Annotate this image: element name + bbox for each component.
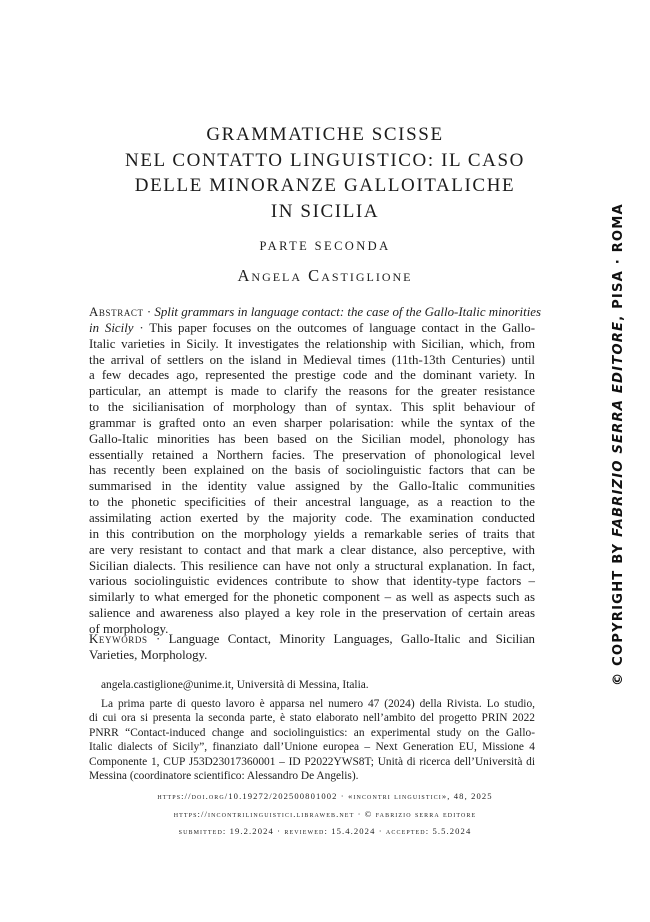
- abstract-separator: ·: [143, 305, 155, 319]
- abstract-label: Abstract: [89, 305, 144, 319]
- abstract-line: in this contribution on the morphology yields a remarkable series of traits that: [89, 526, 535, 541]
- abstract-line: to the sicilianisation of morphology than of syntax. This split behaviour of: [89, 400, 535, 415]
- abstract-english-title-end: in Sicily: [89, 320, 134, 335]
- keywords: [89, 632, 535, 664]
- abstract-line: Gallo-Italic minorities has been based on the Sicilian model, phonology has: [89, 431, 535, 446]
- abstract-line: are very resistant to contact and that mark a clear distance, also perceptive, with: [89, 542, 535, 557]
- abstract-line: has recently been explained on the basis of sociolinguistic factors that can be: [89, 463, 535, 478]
- footnote-line: Messina (coordinatore scientifico: Alessandro De Angelis).: [89, 770, 359, 783]
- keywords-text: Language Contact, Minority Languages, Gallo-Italic and Sicilian: [168, 632, 535, 646]
- keywords-line: Varieties, Morphology.: [89, 647, 208, 662]
- author-name: Angela Castiglione: [237, 266, 413, 285]
- abstract-line: of morphology.: [89, 621, 169, 636]
- abstract-english-title: Split grammars in language contact: the case of the Gallo-Italic minorities: [154, 305, 542, 319]
- abstract-line: essentially retained a Northern facies. The preservation of phonological level: [89, 447, 535, 462]
- copyright-notice: [611, 203, 626, 686]
- copyright-suffix: , PISA · ROMA: [611, 203, 626, 321]
- author-affiliation: angela.castiglione@unime.it, Università di Messina, Italia.: [101, 679, 369, 691]
- abstract-line: assimilating action exerted by the majority code. The examination conducted: [89, 510, 535, 525]
- footnote-line: Italic dialects of Sicily”, finanziato dall’Unione europea – Next Generation EU, Missione 4: [89, 741, 535, 754]
- abstract-line: grammar is grafted onto an even sharper polarisation: while the syntax of the: [89, 415, 535, 430]
- title-line: NEL CONTATTO LINGUISTICO: IL CASO: [125, 149, 525, 171]
- title-line: DELLE MINORANZE GALLOITALICHE: [134, 175, 516, 196]
- copyright-publisher: FABRIZIO SERRA EDITORE: [611, 320, 626, 537]
- footnote-line: La prima parte di questo lavoro è apparsa nel numero 47 (2024) della Rivista. Lo studio,: [101, 698, 535, 710]
- submission-dates-line: submitted: 19.2.2024 · reviewed: 15.4.2024 · accepted: 5.5.2024: [178, 826, 472, 836]
- copyright-prefix: © COPYRIGHT BY: [611, 536, 626, 686]
- abstract-line: similarly to what emerged for the phonetic component – as well as aspects such as: [89, 590, 535, 605]
- abstract-line: particular, an attempt is made to clarify the reasons for the greater resistance: [89, 384, 535, 399]
- footnote-line: PNRR “Contact-induced change and sociolinguistics: an experimental study on the Gallo-: [89, 726, 535, 739]
- abstract-line: a few decades ago, represented the prestige code and the dominant variety. In: [89, 368, 535, 383]
- abstract-line: Italic varieties in Sicily. It investigates the relationship with Sicilian, which, from: [89, 336, 535, 351]
- abstract-line: Sicilian dialects. This resilience can have not only a structural explanation. In fact,: [89, 558, 535, 573]
- abstract-text: · This paper focuses on the outcomes of language contact in the Gallo-: [133, 320, 536, 335]
- abstract-line: [89, 321, 535, 337]
- footnote-line: Componente 1, CUP J53D23017360001 – ID P2022YWS8T; Unità di ricerca dell’Università di: [89, 755, 535, 768]
- footnote-line: di cui ora si presenta la seconda parte, è stato elaborato nell’ambito del progetto PRIN 2022: [89, 712, 535, 725]
- journal-url-line: https://incontrilinguistici.libraweb.net · © fabrizio serra editore: [173, 809, 477, 819]
- keywords-label: Keywords: [89, 632, 148, 646]
- abstract-line: the arrival of settlers on the island in Medieval times (11th-13th Centuries) until: [89, 352, 535, 367]
- abstract-line: [89, 305, 542, 321]
- footnote: [89, 697, 535, 783]
- title-line: IN SICILIA: [270, 200, 380, 222]
- article-title: [0, 122, 650, 224]
- keywords-separator: ·: [147, 632, 169, 646]
- abstract-line: summarised in the identity value assigned by the Gallo-Italic communities: [89, 479, 535, 494]
- abstract-line: various sociolinguistic evidences contribute to show that identity-type factors –: [89, 574, 535, 589]
- doi-line: https://doi.org/10.19272/202500801002 · «incontri linguistici», 48, 2025: [157, 791, 493, 801]
- abstract-line: salience and awareness also played a key role in the preservation of certain areas: [89, 606, 535, 621]
- keywords-line: [89, 632, 535, 648]
- abstract-line: to the phonetic specificities of their ancestral language, as a reaction to the: [89, 495, 535, 510]
- article-subtitle: PARTE SECONDA: [259, 239, 391, 253]
- title-line: GRAMMATICHE SCISSE: [206, 124, 444, 145]
- abstract: [89, 305, 542, 638]
